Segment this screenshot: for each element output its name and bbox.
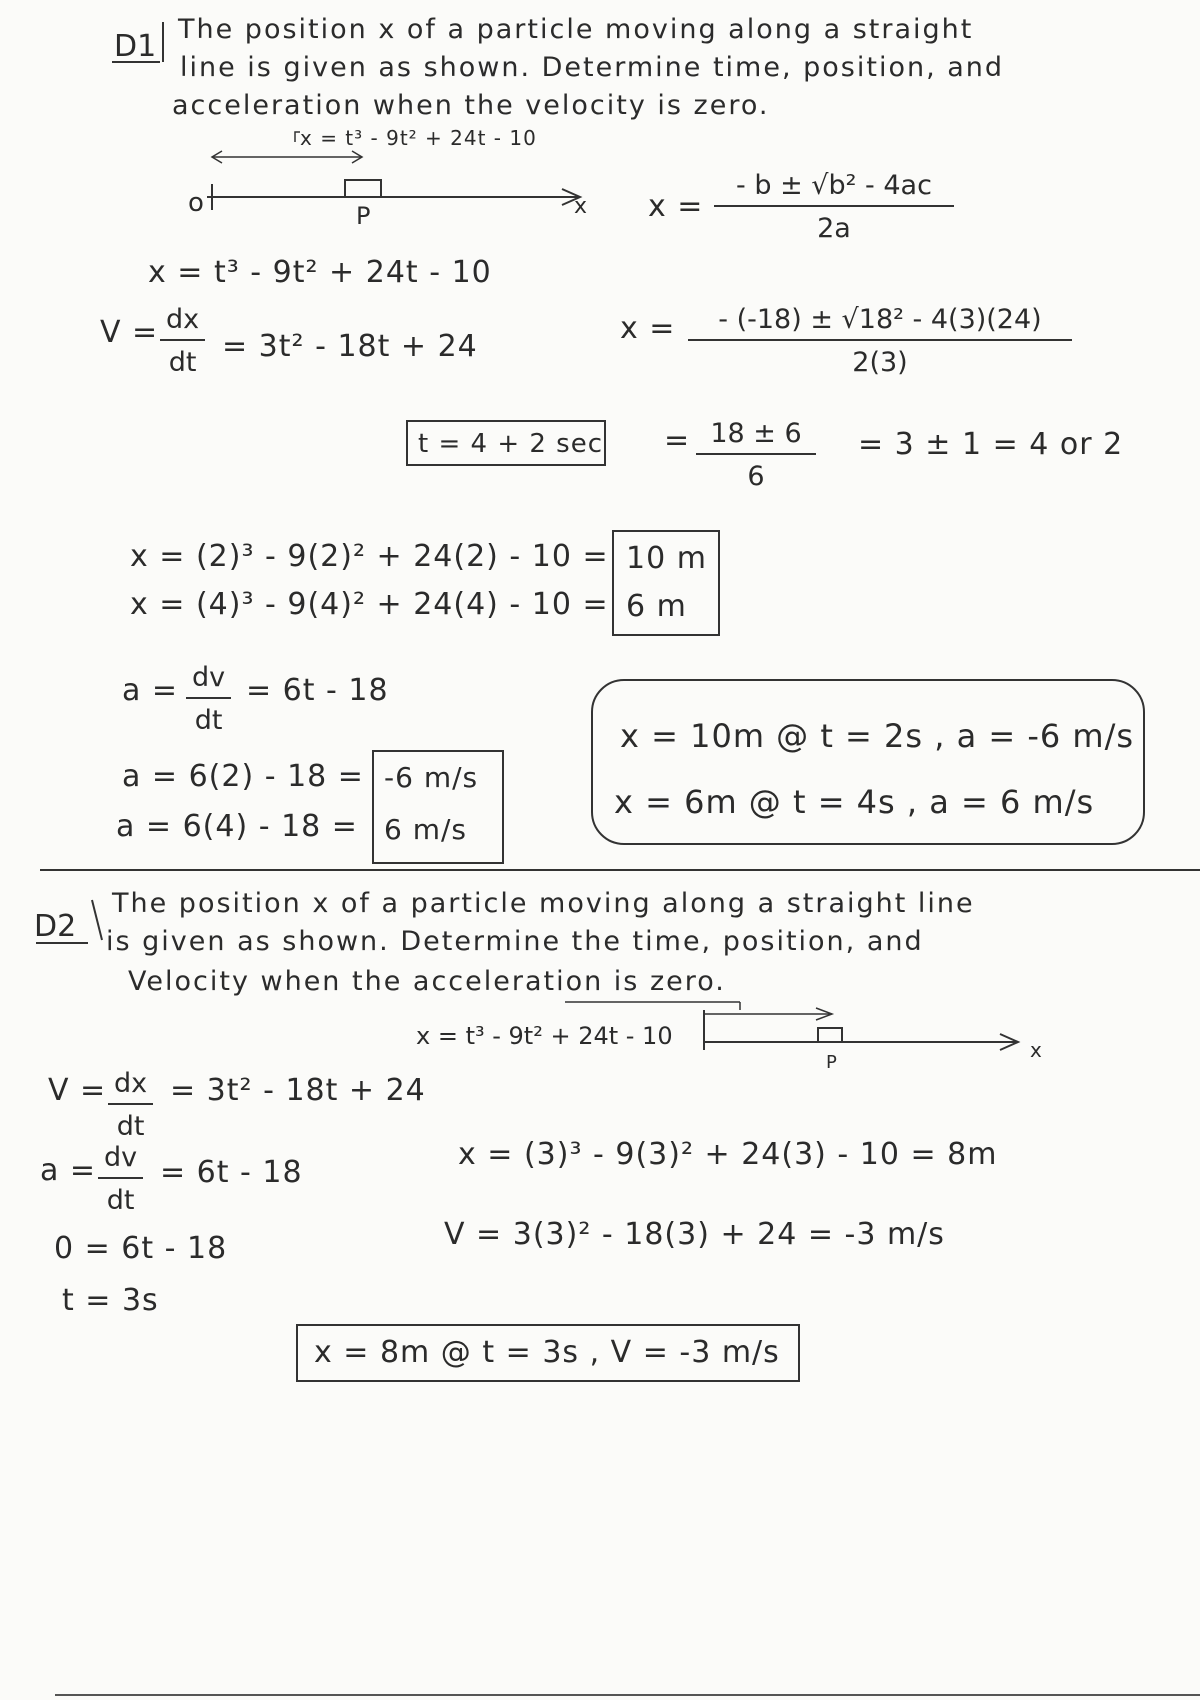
fraction-denominator: dt [106,1185,135,1216]
d2-axis-label: x [1030,1038,1043,1062]
d1-problem-line: line is given as shown. Determine time, position, and [180,52,1005,83]
d2-summary: x = 8m @ t = 3s , V = -3 m/s [314,1335,780,1370]
d2-problem-line: Velocity when the acceleration is zero. [128,966,726,997]
d1-position-result-2: 6 m [626,589,687,624]
fraction-denominator: dt [116,1111,145,1142]
d1-accel-result-1: -6 m/s [384,761,479,794]
d1-quadratic-substituted-lhs: x = [620,311,676,346]
d2-summary-box [296,1324,800,1382]
d2-particle-label: P [826,1052,838,1073]
d2-velocity-eval: V = 3(3)² - 18(3) + 24 = -3 m/s [444,1217,945,1252]
d2-problem-label: D2 [34,909,77,944]
d1-position-eval-t2: x = (2)³ - 9(2)² + 24(2) - 10 = [130,539,609,574]
d1-diagram-equation: x = t³ - 9t² + 24t - 10 [300,126,537,150]
d1-position-equation: x = t³ - 9t² + 24t - 10 [148,255,492,290]
fraction-denominator: dt [168,347,197,378]
d1-velocity-lhs: V = [100,315,159,350]
d1-summary-line-2: x = 6m @ t = 4s , a = 6 m/s [614,783,1095,821]
d1-axis-label: x [574,194,589,219]
d1-problem-label: D1 [114,29,157,64]
d1-summary-line-1: x = 10m @ t = 2s , a = -6 m/s [620,717,1135,755]
d1-time-answer-box [406,420,606,466]
fraction-numerator: dx [114,1068,148,1099]
fraction-denominator: 2(3) [852,347,908,378]
d2-accel-rhs: = 6t - 18 [160,1155,303,1190]
fraction-denominator: 6 [747,461,765,492]
d1-origin-label: o [188,188,205,218]
d1-accel-rhs: = 6t - 18 [246,673,389,708]
d2-velocity-derivative [108,1070,153,1140]
d1-quadratic-lhs: x = [648,189,704,224]
d1-accel-eval-t2: a = 6(2) - 18 = [122,759,364,794]
d1-velocity-rhs: = 3t² - 18t + 24 [222,329,478,364]
d1-particle-label: P [356,202,372,230]
fraction-numerator: dv [104,1142,138,1173]
d1-quadratic-formula [714,172,954,242]
d1-accel-derivative [186,664,231,734]
d2-problem-line: is given as shown. Determine the time, position, and [106,926,924,957]
d2-accel-lhs: a = [40,1153,97,1188]
d1-accel-lhs: a = [122,673,179,708]
fraction-numerator: - (-18) ± √18² - 4(3)(24) [718,304,1042,335]
d1-simplify-eq: = [664,423,691,458]
d1-accel-eval-t4: a = 6(4) - 18 = [116,809,358,844]
d1-accel-answer-box [372,750,504,864]
d1-problem-line: acceleration when the velocity is zero. [172,90,770,121]
d1-time-solutions: = 3 ± 1 = 4 or 2 [858,427,1124,462]
d1-velocity-derivative [160,306,205,376]
d2-time-result: t = 3s [62,1283,159,1318]
d2-diagram-equation: x = t³ - 9t² + 24t - 10 [416,1022,673,1050]
fraction-denominator: 2a [817,213,851,244]
d2-problem-line: The position x of a particle moving along a straight line [112,888,975,919]
d2-position-eval: x = (3)³ - 9(3)² + 24(3) - 10 = 8m [458,1137,998,1172]
d2-solve-step: 0 = 6t - 18 [54,1231,228,1266]
d1-position-answer-box [612,530,720,636]
d1-simplified-fraction [696,420,816,490]
fraction-numerator: dv [192,662,226,693]
d1-accel-result-2: 6 m/s [384,813,468,846]
d1-position-result-1: 10 m [626,541,707,576]
fraction-numerator: - b ± √b² - 4ac [736,170,932,201]
fraction-denominator: dt [194,705,223,736]
d2-velocity-rhs: = 3t² - 18t + 24 [170,1073,426,1108]
d1-quadratic-substituted [688,306,1072,376]
fraction-numerator: dx [166,304,200,335]
d2-velocity-lhs: V = [48,1073,107,1108]
fraction-numerator: 18 ± 6 [710,418,802,449]
d1-position-eval-t4: x = (4)³ - 9(4)² + 24(4) - 10 = [130,587,609,622]
d1-time-result: t = 4 + 2 sec [418,429,604,459]
d2-accel-derivative [98,1144,143,1214]
d1-problem-line: The position x of a particle moving along a straight [178,14,974,45]
